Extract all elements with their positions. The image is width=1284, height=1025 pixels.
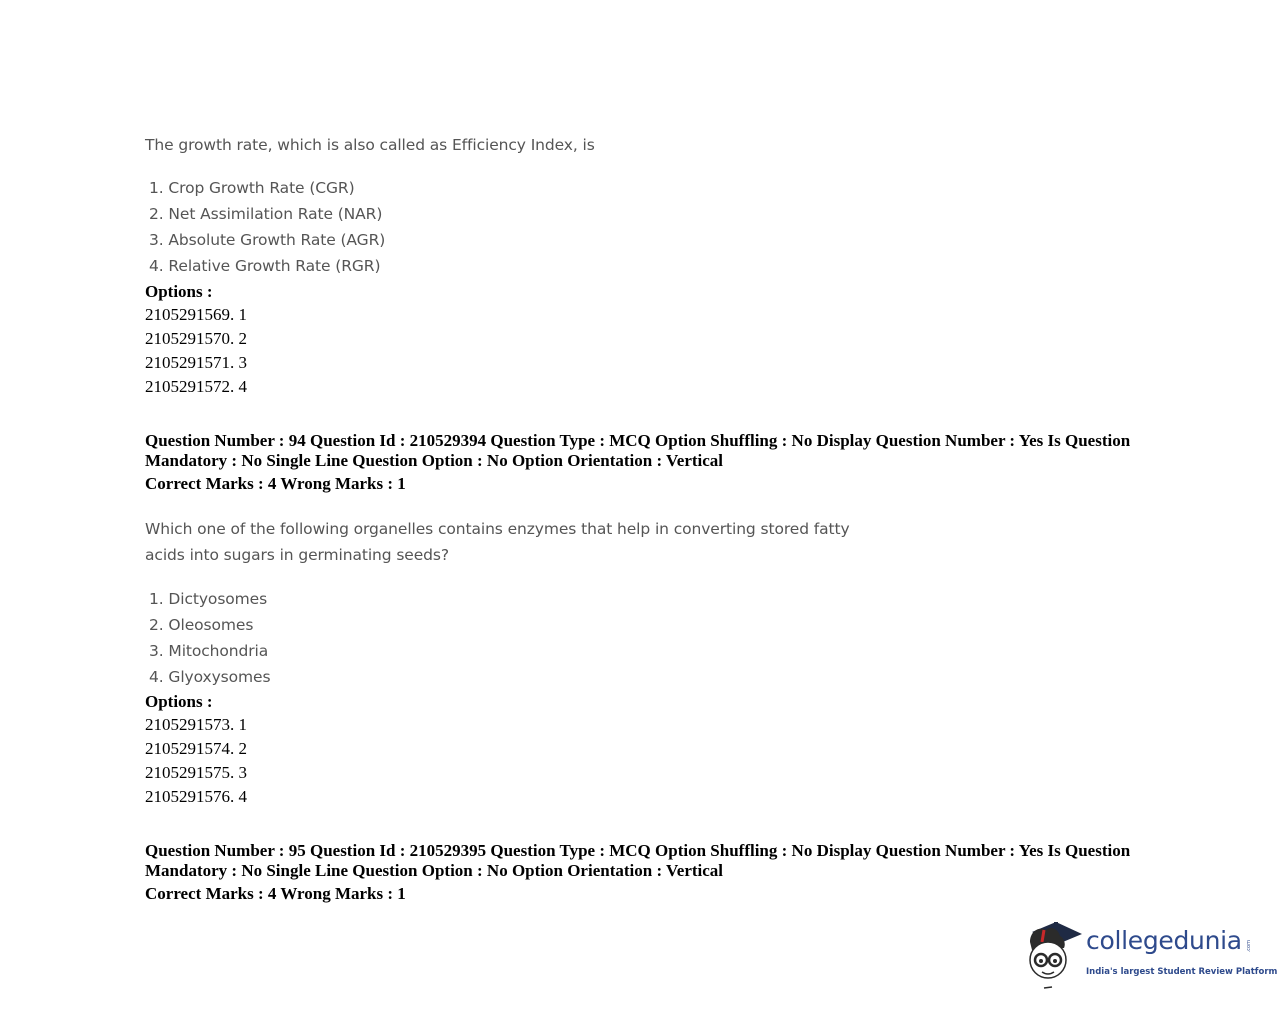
choice-item: 1. Dictyosomes (149, 590, 268, 608)
options-label: Options : (145, 692, 213, 711)
option-id-item: 2105291572. 4 (145, 377, 247, 396)
option-id-item: 2105291573. 1 (145, 715, 247, 734)
option-id-item: 2105291575. 3 (145, 763, 247, 782)
options-label: Options : (145, 282, 213, 301)
choice-item: 3. Absolute Growth Rate (AGR) (149, 231, 386, 249)
question-text-line: Which one of the following organelles contains enzymes that help in converting stored fatty (145, 520, 850, 538)
question-marks: Correct Marks : 4 Wrong Marks : 1 (145, 884, 406, 903)
question-marks: Correct Marks : 4 Wrong Marks : 1 (145, 474, 406, 493)
option-id-list (145, 303, 247, 399)
brand-name: collegedunia (1086, 926, 1242, 955)
mascot-icon (1024, 918, 1086, 990)
question-choices (149, 175, 385, 279)
choice-item: 2. Oleosomes (149, 616, 254, 634)
option-id-item: 2105291574. 2 (145, 739, 247, 758)
brand-tagline: India's largest Student Review Platform (1086, 967, 1278, 977)
collegedunia-logo (1024, 918, 1278, 990)
question-choices (149, 586, 270, 690)
option-id-list (145, 713, 247, 809)
choice-item: 4. Relative Growth Rate (RGR) (149, 257, 381, 275)
option-id-item: 2105291569. 1 (145, 305, 247, 324)
choice-item: 3. Mitochondria (149, 642, 269, 660)
option-id-item: 2105291576. 4 (145, 787, 247, 806)
option-id-item: 2105291570. 2 (145, 329, 247, 348)
choice-item: 2. Net Assimilation Rate (NAR) (149, 205, 383, 223)
choice-item: 1. Crop Growth Rate (CGR) (149, 179, 355, 197)
question-meta: Question Number : 94 Question Id : 210529394 Question Type : MCQ Option Shuffling : No Display Question Number : Yes Is Question Mandatory : No Single Line Question Option : No Option Orientation : Vertical (145, 431, 1131, 470)
question-text-line: acids into sugars in germinating seeds? (145, 546, 450, 564)
question-meta: Question Number : 95 Question Id : 210529395 Question Type : MCQ Option Shuffling : No Display Question Number : Yes Is Question Mandatory : No Single Line Question Option : No Option Orientation : Vertical (145, 841, 1131, 880)
choice-item: 4. Glyoxysomes (149, 668, 271, 686)
brand-domain-suffix: .com (1246, 940, 1252, 953)
question-text: The growth rate, which is also called as Efficiency Index, is (145, 136, 595, 154)
option-id-item: 2105291571. 3 (145, 353, 247, 372)
question-text (145, 516, 850, 568)
